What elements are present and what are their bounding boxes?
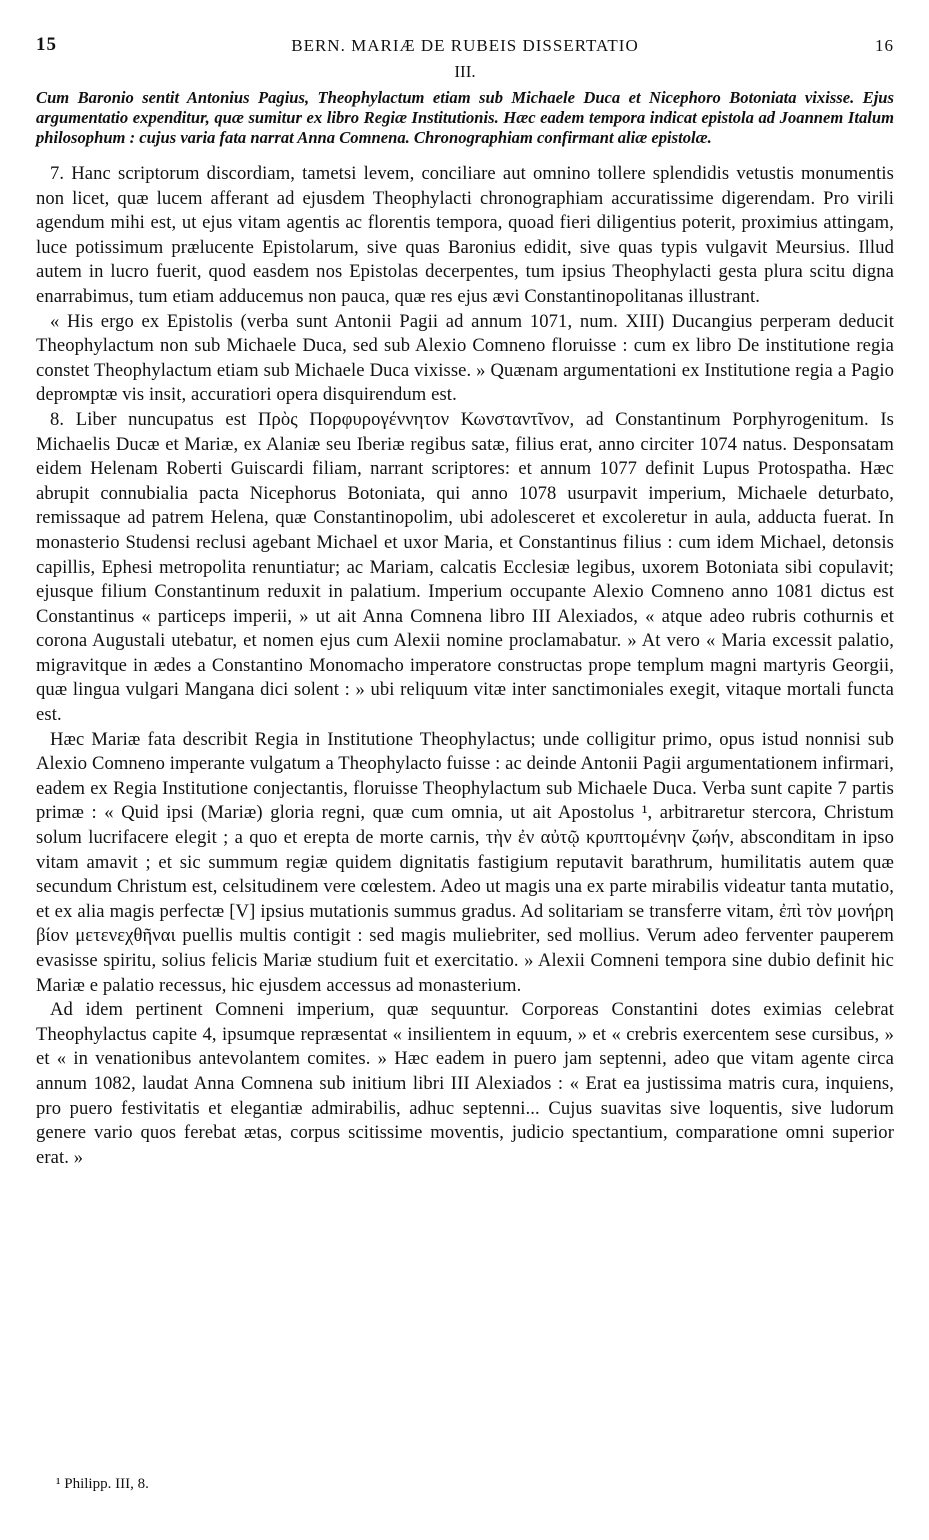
footnote: ¹ Philipp. III, 8. [56, 1476, 149, 1492]
page [36, 30, 894, 1170]
section-number: III. [454, 62, 476, 81]
page-number-left: 15 [36, 34, 57, 55]
page-number-right: 16 [875, 36, 894, 55]
section-summary: Cum Baronio sentit Antonius Pagius, Theophylactum etiam sub Michaele Duca et Nicephoro Botoniata vixisse. Ejus argumentatio expenditur, quæ sumitur ex libro Regiæ Institutionis. Hæc eadem tempora indicat epistola ad Joannem Italum philosophum : cujus varia fata narrat Anna Comnena. Chronographiam confirmant aliæ epistolæ. [36, 88, 894, 147]
paragraph-pagius-quote: « His ergo ex Epistolis (verba sunt Antonii Pagii ad annum 1071, num. XIII) Ducangius perperam deducit Theophylactum non sub Michaele Duca, sed sub Alexio Comneno floruisse : cum ex libro De institutione regia constet Theophylactum etiam sub Michaele Duca vixisse. » Quænam argumentationi ex Institutione regia a Pagio deprомptæ vis insit, accuratiori opera disquirendum est. [36, 310, 894, 406]
running-header [36, 30, 894, 56]
paragraph-7: 7. Hanc scriptorum discordiam, tametsi levem, conciliare aut omnino tollere splendidis vetustis monumentis non licet, quæ lucem afferant ad ejusdem Theophylacti chronographiam accuratissime digerendam. Pro virili agendum mihi est, ut ejus vitam agentis ac florentis tempora, quoad fieri diligentius poterit, proximius attingam, luce potissimum prælucente Epistolarum, sive quas Baronius edidit, sive quas typis vulgavit Meursius. Illud autem in lucro fuerit, quod easdem nos Epistolas decerpentes, tum ipsius Theophylacti gesta plura scitu digna enarrabimus, tum etiam adducemus non pauca, quæ res ejus ævi Constantinopolitanas illustrant. [36, 163, 894, 307]
paragraph-8: 8. Liber nuncupatus est Πρὸς Πορφυρογέννητον Κωνσταντῖνον, ad Constantinum Porphyrogenitum. Is Michaelis Ducæ et Mariæ, ex Alaniæ seu Iberiæ regibus satæ, filius erat, anno circiter 1074 natus. Desponsatam eidem Helenam Roberti Guiscardi filiam, narrant scriptores: et annum 1077 definit Lupus Protospatha. Hæc abrupit connubialia pacta Nicephorus Botoniata, qui anno 1078 usurpavit imperium, Michaele deturbato, remissaque ad patrem Helena, quæ Constantinopolim, ubi adolesceret et excoleretur in aula, adducta fuerat. In monasterio Studensi reclusi agebant Michael et uxor Maria, et Constantinus filius : cum idem Michael, detonsis capillis, Ephesi metropolita renuntiatur; ac Mariam, calcatis Ecclesiæ legibus, uxorem Botoniata sibi copulavit; ejusque filium Constantinum reduxit in palatium. Imperium occupante Alexio Comneno anno 1081 dictus est Constantinus « particeps imperii, » ut ait Anna Comnena libro III Alexiados, « atque adeo rubris cothurnis et corona Augustali utebatur, et nomen ejus cum Alexii nomine proclamabatur. » At vero « Maria excessit palatio, migravitque in ædes a Constantino Monomacho imperatore constructas prope templum magni martyris Georgii, quæ lingua vulgari Mangana dici solent : » ubi reliquum vitæ inter sanctimoniales exegit, vitaque mortali functa est. [36, 408, 894, 726]
running-title: BERN. MARIÆ DE RUBEIS DISSERTATIO [291, 36, 639, 55]
paragraph-mariae-fata: Hæc Mariæ fata describit Regia in Institutione Theophylactus; unde colligitur primo, opus istud nonnisi sub Alexio Comneno imperante vulgatum a Theophylacto fuisse : ac deinde Antonii Pagii argumentationem infirmari, eadem ex Regia Institutione conjectantis, floruisse Theophylactum sub Michaele Duca. Verba sunt capite 7 partis primæ : « Quid ipsi (Mariæ) gloria regni, quæ cum omnia, ut ait Apostolus ¹, arbitraretur stercora, Christum solum lucrifacere elegit ; a quo et erepta de morte carnis, τὴν ἐν αὐτῷ κρυπτομένην ζωήν, absconditam in ipso vitam amavit ; et sic summum regiæ quidem dignitatis fastigium reputavit barathrum, humilitatis autem quæ secundum Christum est, celsitudinem vere cœlestem. Adeo ut magis una ex parte mirabilis videatur tanta mutatio, et ex alia magis perfectæ [V] ipsius mutationis summus gradus. Ad solitariam se transferre vitam, ἐπὶ τὸν μονήρη βίον μετενεχθῆναι puellis multis contigit : sed magis muliebriter, sed mollius. Verum adeo ferventer pauperem evasisse spiritu, solius felicis Mariæ studium fuit et exercitatio. » Alexii Comneni tempora sine dubio definit hic Mariæ e palatio recessus, hic ejusdem accessus ad monasterium. [36, 728, 894, 996]
paragraph-comneni-imperium: Ad idem pertinent Comneni imperium, quæ sequuntur. Corporeas Constantini dotes eximias celebrat Theophylactus capite 4, ipsumque repræsentat « insilientem in equum, » et « crebris exercentem sese cursibus, » et « in venationibus antevolantem comites. » Hæc eadem in puero jam septenni, adeo que vitam agente circa annum 1082, laudat Anna Comnena sub initium libri III Alexiados : « Erat ea justissima matris cura, inquiens, pro puero festivitatis et elegantiæ admirabilis, adhuc septenni... Cujus suavitas sive loquentis, sive ludorum genere vario quos ferebat ætas, corpus scitissime moventis, judicio spectantium, comparatione omni superior erat. » [36, 999, 894, 1168]
